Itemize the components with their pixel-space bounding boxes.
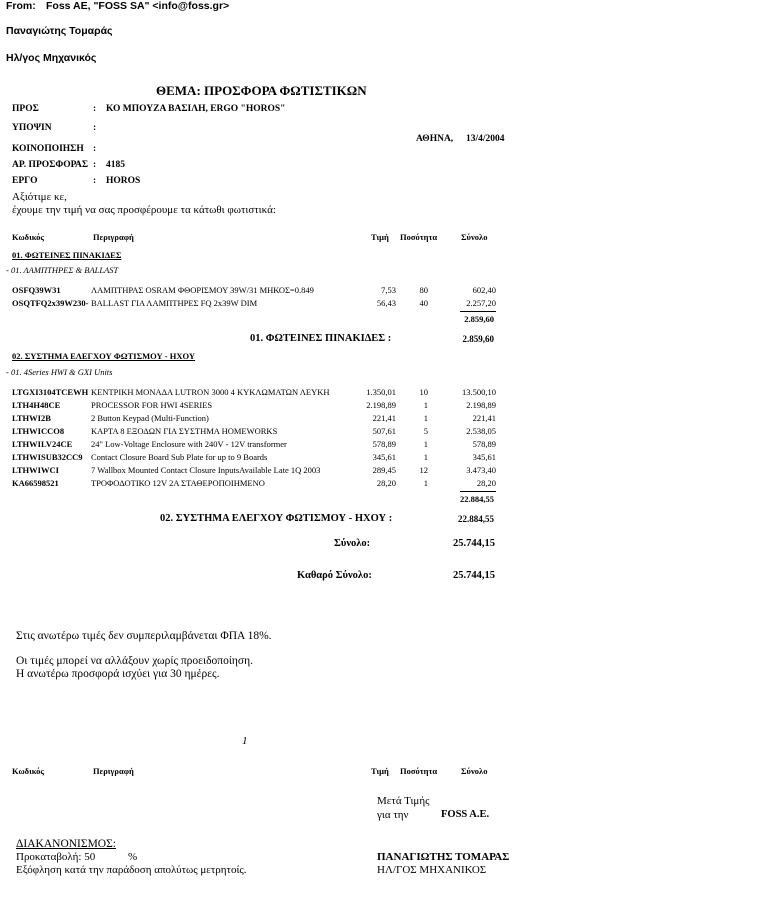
closing-company: FOSS A.E.	[441, 809, 490, 820]
col-price: Τιμή	[371, 232, 389, 242]
terms-percent: %	[128, 851, 138, 863]
row-price: 507,61	[372, 426, 396, 436]
row-code: LTHWILV24CE	[12, 439, 73, 449]
row-price: 2.198,89	[366, 400, 396, 410]
row-qty: 40	[419, 298, 428, 308]
net-total-label: Καθαρό Σύνολο:	[297, 570, 372, 581]
signer-title: ΗΛ/ΓΟΣ ΜΗΧΑΝΙΚΟΣ	[377, 864, 487, 876]
row-price: 289,45	[372, 465, 396, 475]
row-price: 221,41	[372, 413, 396, 423]
row-total: 2.257,20	[466, 298, 496, 308]
col-qty: Ποσότητα	[400, 232, 438, 242]
field-sep-koinopoiisi: :	[93, 144, 97, 154]
row-total: 602,40	[472, 285, 496, 295]
row-total: 221,41	[472, 413, 496, 423]
email-from-label: From:	[6, 0, 36, 12]
subtotal-rule	[460, 311, 496, 312]
row-code: OSQTFQ2x39W230-	[12, 298, 89, 308]
subtotal-rule	[460, 491, 496, 492]
row-code: LTGXI3104TCEWH	[12, 387, 89, 397]
date: 13/4/2004	[466, 134, 505, 144]
field-value-ergo: HOROS	[106, 176, 141, 186]
field-value-pros: ΚΟ ΜΠΟΥΖΑ ΒΑΣΙΛΗ, ERGO "HOROS"	[106, 104, 286, 114]
row-code: OSFQ39W31	[12, 285, 61, 295]
page-number: 1	[242, 735, 248, 747]
email-from-value: Foss AE, "FOSS SA" <info@foss.gr>	[46, 0, 230, 12]
row-desc: ΚΕΝΤΡΙΚΗ ΜΟΝΑΔΑ LUTRON 3000 4 ΚΥΚΛΩΜΑΤΩΝ ΛΕΥΚΗ	[91, 387, 330, 397]
row-code: LTHWICCO8	[12, 426, 65, 436]
section1-subtotal: 2.859,60	[464, 314, 494, 324]
field-label-ergo: ΕΡΓΟ	[12, 176, 38, 186]
section1-total-label: 01. ΦΩΤΕΙΝΕΣ ΠΙΝΑΚΙΔΕΣ :	[250, 333, 392, 344]
row-total: 2.538,05	[466, 426, 496, 436]
section2-subtitle: - 01. 4Series HWI & GXI Units	[6, 367, 113, 377]
terms-advance: Προκαταβολή: 50	[16, 851, 96, 863]
field-value-offer-no: 4185	[106, 160, 125, 170]
row-code: LTHWISUB32CC9	[12, 452, 83, 462]
field-label-offer-no: ΑΡ. ΠΡΟΣΦΟΡΑΣ	[12, 160, 89, 170]
row-desc: ΚΑΡΤΑ 8 ΕΞΟΔΩΝ ΓΙΑ ΣΥΣΤΗΜΑ HOMEWORKS	[91, 426, 278, 436]
row-code: LTH4H48CE	[12, 400, 61, 410]
row-desc: BALLAST ΓΙΑ ΛΑΜΠΤΗΡΕΣ FQ 2x39W DIM	[91, 298, 258, 308]
field-label-pros: ΠΡΟΣ	[12, 104, 39, 114]
row-price: 28,20	[376, 478, 396, 488]
col-code: Κωδικός	[12, 766, 45, 776]
field-sep-ypopsin: :	[93, 123, 97, 133]
row-total: 578,89	[472, 439, 496, 449]
col-desc: Περιγραφή	[93, 766, 134, 776]
net-total-value: 25.744,15	[453, 570, 495, 581]
note-validity: Η ανωτέρω προσφορά ισχύει για 30 ημέρες.	[16, 668, 220, 680]
row-qty: 1	[423, 400, 428, 410]
col-desc: Περιγραφή	[93, 232, 134, 242]
field-sep-offer-no: :	[93, 160, 97, 170]
email-sender-name: Παναγιώτης Τομαράς	[6, 25, 113, 37]
row-qty: 12	[419, 465, 428, 475]
row-desc: 7 Wallbox Mounted Contact Closure InputsAvailable Late 1Q 2003	[91, 465, 321, 475]
col-total: Σύνολο	[461, 766, 488, 776]
section2-total-value: 22.884,55	[458, 514, 494, 524]
closing-for: για την	[377, 809, 409, 821]
row-desc: 24" Low-Voltage Enclosure with 240V - 12V transformer	[91, 439, 287, 449]
email-sender-title: Ηλ/γος Μηχανικός	[6, 52, 97, 64]
row-desc: ΛΑΜΠΤΗΡΑΣ OSRAM ΦΘΟΡΙΣΜΟΥ 39W/31 ΜΗΚΟΣ=0.849	[91, 285, 314, 295]
section2-total-label: 02. ΣΥΣΤΗΜΑ ΕΛΕΓΧΟΥ ΦΩΤΙΣΜΟΥ - ΗΧΟΥ :	[160, 513, 393, 524]
terms-title: ΔΙΑΚΑΝΟΝΙΣΜΟΣ:	[16, 838, 116, 850]
row-total: 13.500,10	[462, 387, 496, 397]
row-desc: ΤΡΟΦΟΔΟΤΙΚΟ 12V 2A ΣΤΑΘΕΡΟΠΟΙΗΜΕΝΟ	[91, 478, 265, 488]
closing-regards: Μετά Τιμής	[377, 795, 430, 807]
field-sep-ergo: :	[93, 176, 97, 186]
city: ΑΘΗΝΑ,	[416, 134, 454, 144]
row-desc: Contact Closure Board Sub Plate for up to 9 Boards	[91, 452, 268, 462]
row-price: 578,89	[372, 439, 396, 449]
row-total: 28,20	[476, 478, 496, 488]
row-qty: 10	[419, 387, 428, 397]
row-qty: 5	[423, 426, 428, 436]
greeting-line-2: έχουμε την τιμή να σας προσφέρουμε τα κάτωθι φωτιστικά:	[12, 204, 276, 216]
row-qty: 1	[423, 478, 428, 488]
section2-subtotal: 22.884,55	[460, 494, 494, 504]
terms-balance: Εξόφληση κατά την παράδοση απολύτως μετρητοίς.	[16, 864, 247, 876]
greeting-line-1: Αξιότιμε κε,	[12, 191, 67, 203]
section2-title: 02. ΣΥΣΤΗΜΑ ΕΛΕΓΧΟΥ ΦΩΤΙΣΜΟΥ - ΗΧΟΥ	[12, 351, 196, 361]
row-code: LTHWIWCI	[12, 465, 59, 475]
note-price-change: Οι τιμές μπορεί να αλλάξουν χωρίς προειδοποίηση.	[16, 655, 254, 667]
col-price: Τιμή	[371, 766, 389, 776]
note-vat: Στις ανωτέρω τιμές δεν συμπεριλαμβάνεται ΦΠΑ 18%.	[16, 630, 272, 642]
row-desc: 2 Button Keypad (Multi-Function)	[91, 413, 209, 423]
row-qty: 80	[419, 285, 428, 295]
row-qty: 1	[423, 452, 428, 462]
field-sep-pros: :	[93, 104, 97, 114]
col-qty: Ποσότητα	[400, 766, 438, 776]
row-price: 7,53	[381, 285, 396, 295]
section1-subtitle: - 01. ΛΑΜΠΤΗΡΕΣ & BALLAST	[6, 265, 119, 275]
row-qty: 1	[423, 413, 428, 423]
row-price: 56,43	[376, 298, 396, 308]
col-code: Κωδικός	[12, 232, 45, 242]
row-price: 345,61	[372, 452, 396, 462]
row-price: 1.350,01	[366, 387, 396, 397]
row-total: 345,61	[472, 452, 496, 462]
sum-label: Σύνολο:	[334, 538, 371, 549]
signer-name: ΠΑΝΑΓΙΩΤΗΣ ΤΟΜΑΡΑΣ	[377, 851, 510, 863]
document-title: ΘΕΜΑ: ΠΡΟΣΦΟΡΑ ΦΩΤΙΣΤΙΚΩΝ	[156, 83, 367, 98]
row-code: KA66598521	[12, 478, 59, 488]
row-qty: 1	[423, 439, 428, 449]
section1-total-value: 2.859,60	[462, 334, 494, 344]
field-label-koinopoiisi: ΚΟΙΝΟΠΟΙΗΣΗ	[12, 144, 84, 154]
row-total: 3.473,40	[466, 465, 496, 475]
row-code: LTHWI2B	[12, 413, 51, 423]
row-total: 2.198,89	[466, 400, 496, 410]
sum-value: 25.744,15	[453, 538, 495, 549]
row-desc: PROCESSOR FOR HWI 4SERIES	[91, 400, 213, 410]
col-total: Σύνολο	[461, 232, 488, 242]
field-label-ypopsin: ΥΠΟΨΙΝ	[12, 123, 52, 133]
section1-title: 01. ΦΩΤΕΙΝΕΣ ΠΙΝΑΚΙΔΕΣ	[12, 250, 122, 260]
